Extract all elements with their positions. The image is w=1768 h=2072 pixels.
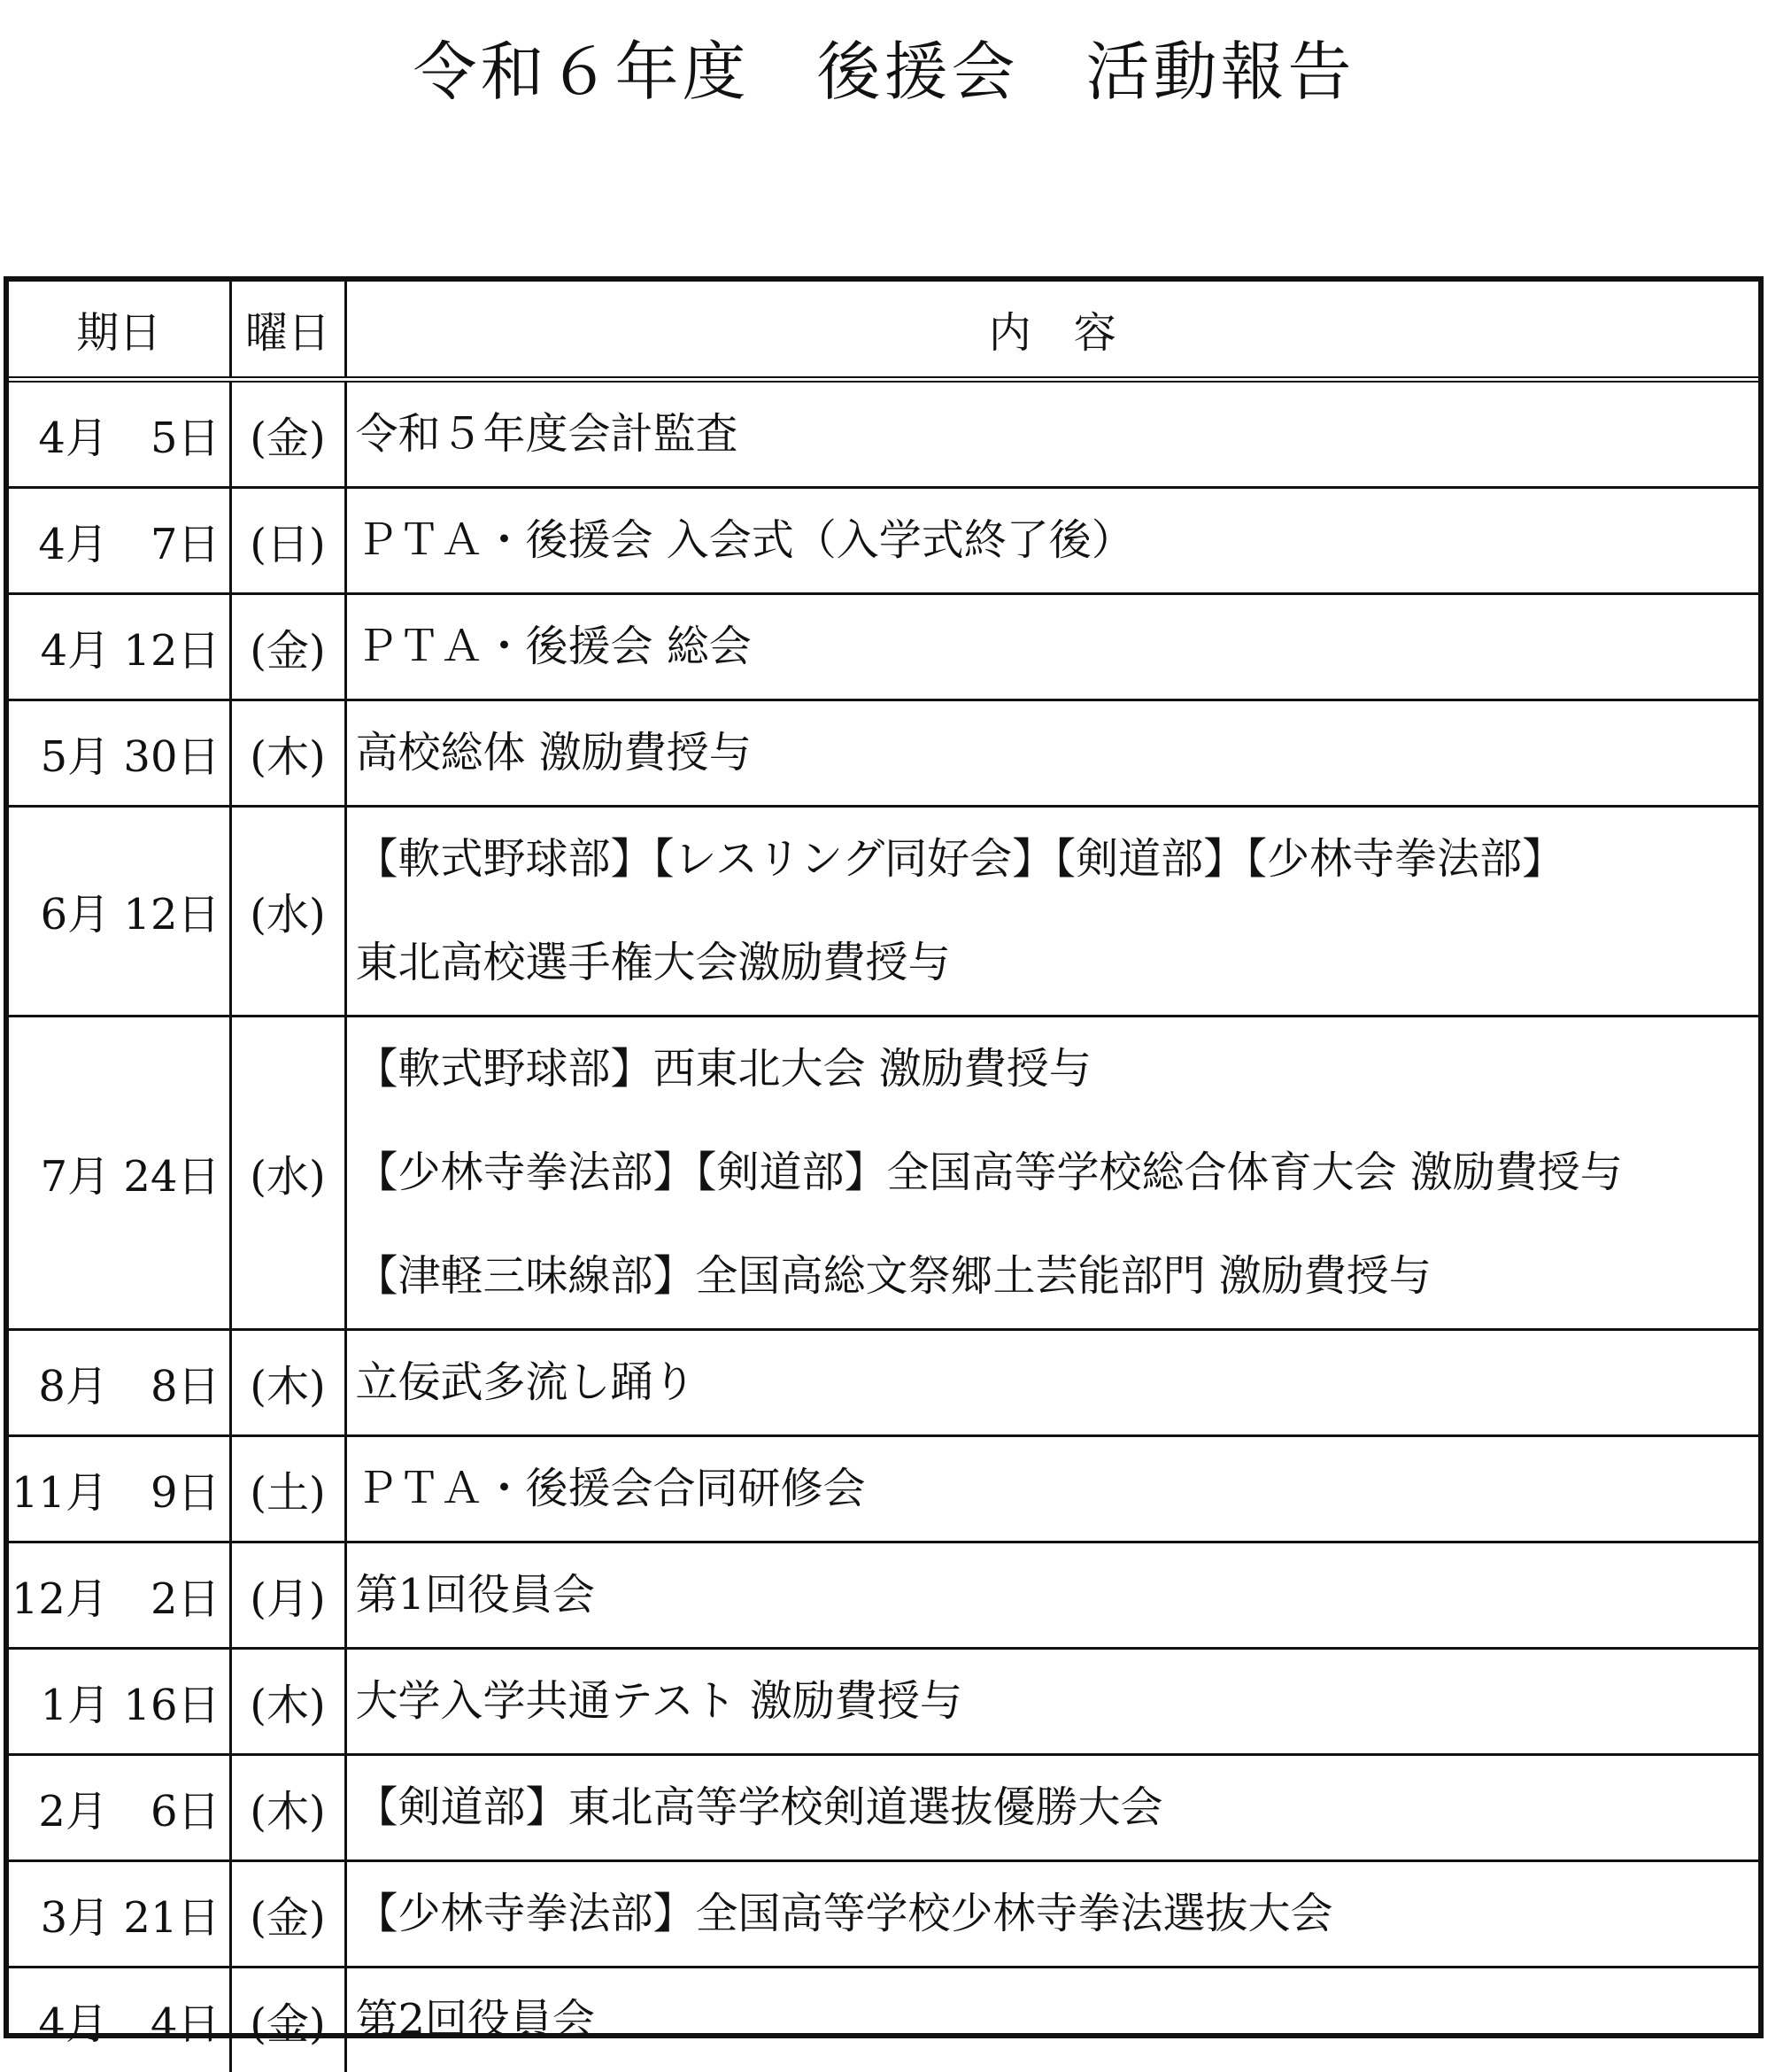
cell-day-of-week: (木) — [230, 700, 345, 806]
cell-content — [345, 1016, 1758, 1329]
cell-content — [345, 806, 1758, 1016]
content-line: ＰＴＡ・後援会 入会式（入学式終了後） — [355, 514, 1134, 565]
table-row — [9, 1967, 1758, 2072]
cell-content — [345, 487, 1758, 593]
cell-day-of-week: (土) — [230, 1435, 345, 1542]
cell-content — [345, 379, 1758, 487]
cell-content — [345, 1967, 1758, 2072]
content-line: 【剣道部】東北高等学校剣道選抜優勝大会 — [355, 1782, 1163, 1832]
header-day-of-week: 曜日 — [230, 282, 345, 379]
content-line: 令和５年度会計監査 — [355, 408, 738, 459]
content-line: 【軟式野球部】【レスリング同好会】【剣道部】【少林寺拳法部】 — [355, 833, 1565, 884]
cell-date: 3月 21日 — [9, 1860, 230, 1967]
cell-day-of-week: (木) — [230, 1754, 345, 1860]
page-title: 令和６年度 後援会 活動報告 — [413, 35, 1355, 109]
table-row — [9, 1435, 1758, 1542]
table-row — [9, 1860, 1758, 1967]
cell-date: 11月 9日 — [9, 1435, 230, 1542]
content-line: ＰＴＡ・後援会 総会 — [355, 621, 752, 671]
table-row — [9, 379, 1758, 487]
cell-content — [345, 1648, 1758, 1754]
cell-content — [345, 593, 1758, 700]
table-row — [9, 1754, 1758, 1860]
cell-date: 12月 2日 — [9, 1542, 230, 1648]
content-line: 【少林寺拳法部】全国高等学校少林寺拳法選抜大会 — [355, 1888, 1333, 1938]
cell-date: 6月 12日 — [9, 806, 230, 1016]
header-date: 期日 — [9, 282, 230, 379]
content-line: 第1回役員会 — [355, 1569, 596, 1620]
cell-content — [345, 1860, 1758, 1967]
cell-content — [345, 1329, 1758, 1435]
content-line: ＰＴＡ・後援会合同研修会 — [355, 1463, 866, 1513]
content-line: 第2回役員会 — [355, 1994, 596, 2045]
content-line: 大学入学共通テスト 激励費授与 — [355, 1675, 962, 1726]
cell-day-of-week: (金) — [230, 1967, 345, 2072]
table-row — [9, 1016, 1758, 1329]
content-line: 【軟式野球部】西東北大会 激励費授与 — [355, 1043, 1092, 1094]
cell-date: 5月 30日 — [9, 700, 230, 806]
content-line: 高校総体 激励費授与 — [355, 727, 752, 777]
cell-date: 7月 24日 — [9, 1016, 230, 1329]
activity-table — [9, 282, 1758, 2072]
table-header-row — [9, 282, 1758, 379]
table-row — [9, 593, 1758, 700]
cell-content — [345, 1754, 1758, 1860]
cell-day-of-week: (月) — [230, 1542, 345, 1648]
header-content: 内 容 — [345, 282, 1758, 379]
cell-date: 1月 16日 — [9, 1648, 230, 1754]
cell-day-of-week: (水) — [230, 806, 345, 1016]
cell-content — [345, 1435, 1758, 1542]
activity-table-frame — [4, 276, 1764, 2049]
cell-day-of-week: (日) — [230, 487, 345, 593]
cell-date: 2月 6日 — [9, 1754, 230, 1860]
cell-content — [345, 700, 1758, 806]
table-body — [9, 379, 1758, 2072]
table-row — [9, 700, 1758, 806]
content-line: 立佞武多流し踊り — [355, 1357, 696, 1407]
table-row — [9, 1329, 1758, 1435]
table-row — [9, 1648, 1758, 1754]
cell-content — [345, 1542, 1758, 1648]
cell-day-of-week: (木) — [230, 1648, 345, 1754]
cell-date: 4月 4日 — [9, 1967, 230, 2072]
table-row — [9, 487, 1758, 593]
table-row — [9, 1542, 1758, 1648]
table-row — [9, 806, 1758, 1016]
cell-date: 8月 8日 — [9, 1329, 230, 1435]
cell-day-of-week: (金) — [230, 593, 345, 700]
cell-date: 4月 7日 — [9, 487, 230, 593]
content-line: 【少林寺拳法部】【剣道部】全国高等学校総合体育大会 激励費授与 — [355, 1147, 1623, 1197]
cell-day-of-week: (木) — [230, 1329, 345, 1435]
cell-day-of-week: (金) — [230, 379, 345, 487]
content-line: 【津軽三味線部】全国高総文祭郷土芸能部門 激励費授与 — [355, 1250, 1432, 1301]
content-line: 東北高校選手権大会激励費授与 — [355, 937, 951, 987]
cell-date: 4月 5日 — [9, 379, 230, 487]
cell-day-of-week: (水) — [230, 1016, 345, 1329]
cell-date: 4月 12日 — [9, 593, 230, 700]
cell-day-of-week: (金) — [230, 1860, 345, 1967]
